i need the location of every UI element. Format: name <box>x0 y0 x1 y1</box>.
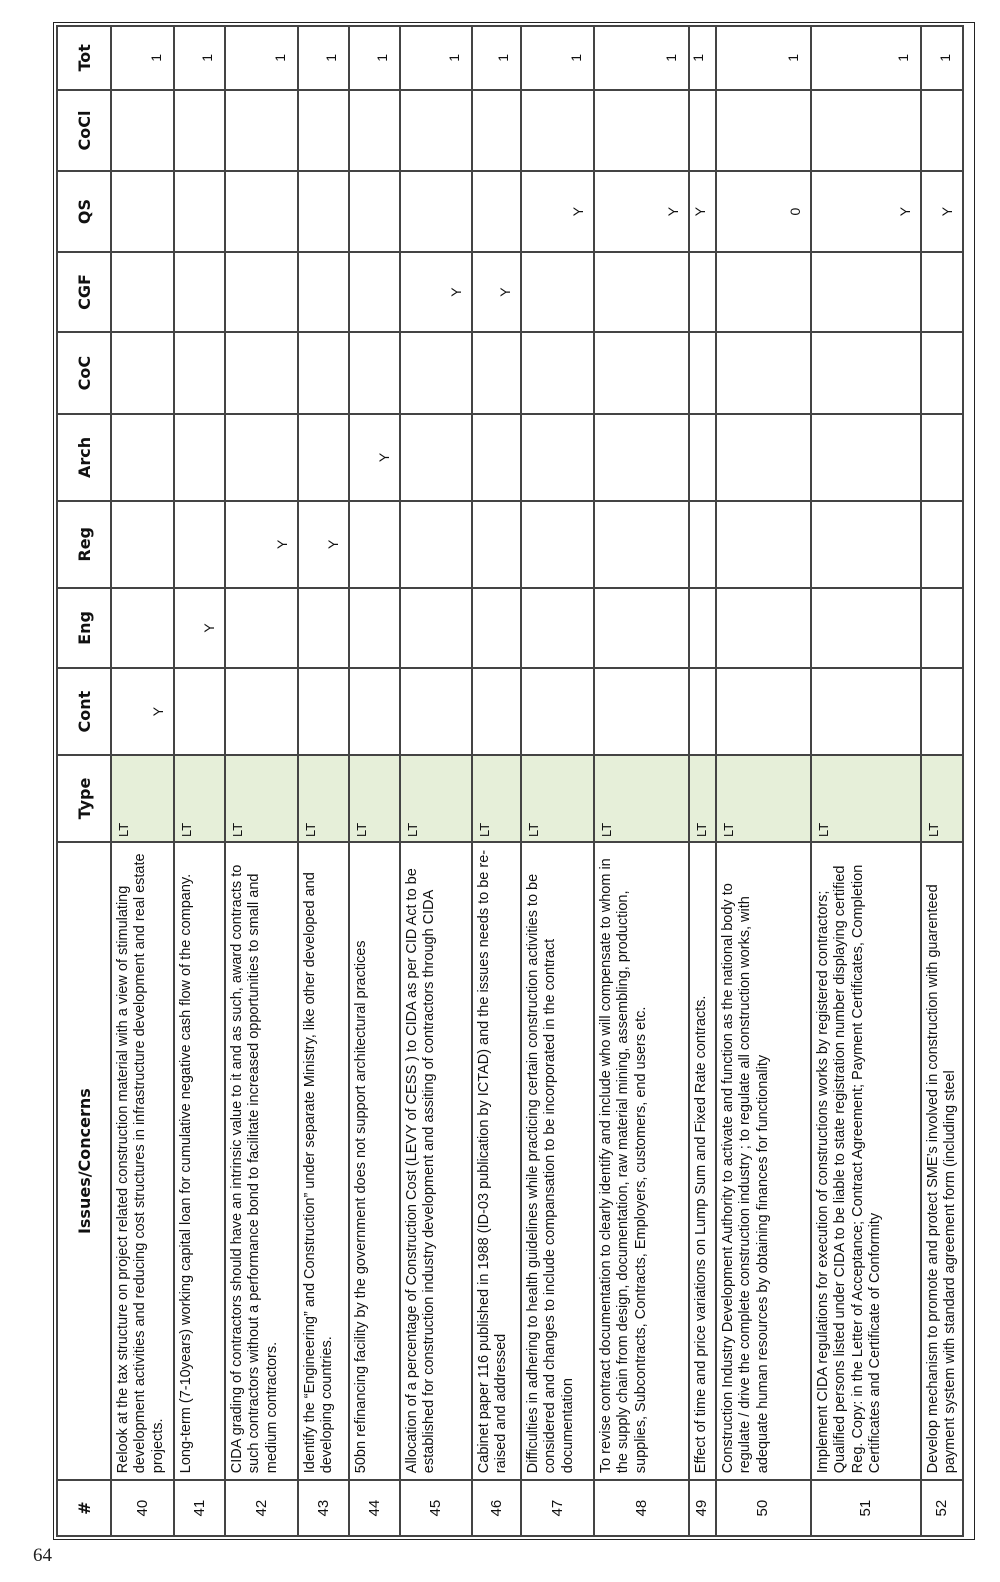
total-cell: 1 <box>111 26 174 90</box>
eng-cell <box>472 588 521 668</box>
issue-cell: Cabinet paper 116 published in 1988 (ID-03 publication by ICTAD) and the issues needs to be re-raised and addressed <box>472 842 521 1480</box>
reg-cell <box>594 501 689 588</box>
coc-cell <box>811 332 921 414</box>
type-cell: LT <box>689 755 716 842</box>
type-cell: LT <box>521 755 594 842</box>
table-row <box>174 26 225 1536</box>
cgf-cell <box>689 252 716 332</box>
cocl-cell <box>225 90 298 172</box>
header-cgf: CGF <box>57 252 111 332</box>
header-type: Type <box>57 755 111 842</box>
total-cell: 1 <box>174 26 225 90</box>
cocl-cell <box>349 90 400 172</box>
row-number-cell: 45 <box>400 1480 472 1536</box>
eng-cell <box>521 588 594 668</box>
qs-cell: 0 <box>716 171 811 251</box>
arch-cell <box>400 414 472 501</box>
issue-cell: Identify the “Engineering” and Construction” under separate Ministry, like other developed and developing countries. <box>298 842 349 1480</box>
eng-cell <box>716 588 811 668</box>
row-number-cell: 44 <box>349 1480 400 1536</box>
row-number-cell: 42 <box>225 1480 298 1536</box>
table-row <box>716 26 811 1536</box>
arch-cell <box>521 414 594 501</box>
header-qs: QS <box>57 171 111 251</box>
coc-cell <box>594 332 689 414</box>
table-row <box>594 26 689 1536</box>
arch-cell <box>689 414 716 501</box>
type-cell: LT <box>594 755 689 842</box>
table-row <box>921 26 963 1536</box>
type-cell: LT <box>225 755 298 842</box>
row-number-cell: 43 <box>298 1480 349 1536</box>
cont-cell: Y <box>111 668 174 755</box>
coc-cell <box>225 332 298 414</box>
cont-cell <box>400 668 472 755</box>
type-cell: LT <box>400 755 472 842</box>
qs-cell: Y <box>921 171 963 251</box>
table-row <box>400 26 472 1536</box>
issue-cell: Construction Industry Development Authority to activate and function as the national body to regulate / drive the complete construction industry ; to regulate all construction works, with adequate human resources by obtaining finances for functionality <box>716 842 811 1480</box>
cont-cell <box>472 668 521 755</box>
cocl-cell <box>521 90 594 172</box>
cgf-cell <box>349 252 400 332</box>
table-row <box>349 26 400 1536</box>
row-number-cell: 50 <box>716 1480 811 1536</box>
row-number-cell: 41 <box>174 1480 225 1536</box>
eng-cell <box>349 588 400 668</box>
coc-cell <box>716 332 811 414</box>
rotated-table-container <box>56 25 972 1537</box>
reg-cell: Y <box>298 501 349 588</box>
issue-cell: Difficulties in adhering to health guidelines while practicing certain construction activities to be considered and changes to include compansation to be incorporated in the contract documentation <box>521 842 594 1480</box>
cgf-cell <box>174 252 225 332</box>
eng-cell <box>594 588 689 668</box>
eng-cell <box>225 588 298 668</box>
arch-cell <box>716 414 811 501</box>
cocl-cell <box>472 90 521 172</box>
table-row <box>298 26 349 1536</box>
row-number-cell: 48 <box>594 1480 689 1536</box>
coc-cell <box>174 332 225 414</box>
header-num: # <box>57 1480 111 1536</box>
row-number-cell: 51 <box>811 1480 921 1536</box>
coc-cell <box>400 332 472 414</box>
reg-cell <box>349 501 400 588</box>
total-cell: 1 <box>594 26 689 90</box>
reg-cell <box>716 501 811 588</box>
arch-cell <box>111 414 174 501</box>
table-row <box>521 26 594 1536</box>
cocl-cell <box>174 90 225 172</box>
reg-cell <box>521 501 594 588</box>
table-row <box>111 26 174 1536</box>
cgf-cell <box>111 252 174 332</box>
eng-cell <box>111 588 174 668</box>
cont-cell <box>811 668 921 755</box>
row-number-cell: 46 <box>472 1480 521 1536</box>
cocl-cell <box>594 90 689 172</box>
total-cell: 1 <box>400 26 472 90</box>
cgf-cell: Y <box>400 252 472 332</box>
reg-cell <box>811 501 921 588</box>
table-frame <box>53 22 975 1540</box>
header-cont: Cont <box>57 668 111 755</box>
issue-cell: Effect of time and price variations on Lump Sum and Fixed Rate contracts. <box>689 842 716 1480</box>
cont-cell <box>689 668 716 755</box>
total-cell: 1 <box>349 26 400 90</box>
arch-cell <box>225 414 298 501</box>
table-row <box>225 26 298 1536</box>
coc-cell <box>689 332 716 414</box>
header-issue: Issues/Concerns <box>57 842 111 1480</box>
reg-cell <box>472 501 521 588</box>
coc-cell <box>472 332 521 414</box>
coc-cell <box>111 332 174 414</box>
row-number-cell: 47 <box>521 1480 594 1536</box>
eng-cell <box>921 588 963 668</box>
cocl-cell <box>921 90 963 172</box>
cgf-cell <box>921 252 963 332</box>
coc-cell <box>349 332 400 414</box>
cont-cell <box>298 668 349 755</box>
cocl-cell <box>811 90 921 172</box>
qs-cell <box>298 171 349 251</box>
header-eng: Eng <box>57 588 111 668</box>
table-row <box>811 26 921 1536</box>
cocl-cell <box>298 90 349 172</box>
cocl-cell <box>689 90 716 172</box>
coc-cell <box>921 332 963 414</box>
issue-cell: Implement CIDA regulations for execution of constructions works by registered contractors; Qualified persons listed under CIDA to be liable to state registration number displaying certified Reg. Copy: in the Letter of Acceptance; Contract Agreement; Payment Certificates, Completion Certificates and Certificate of Conformity <box>811 842 921 1480</box>
arch-cell <box>174 414 225 501</box>
reg-cell <box>689 501 716 588</box>
header-coc: CoC <box>57 332 111 414</box>
qs-cell: Y <box>689 171 716 251</box>
total-cell: 1 <box>472 26 521 90</box>
reg-cell: Y <box>225 501 298 588</box>
coc-cell <box>298 332 349 414</box>
issue-cell: Develop mechanism to promote and protect SME’s involved in construction with guarenteed payment system with standard agreement form (including steel <box>921 842 963 1480</box>
cont-cell <box>594 668 689 755</box>
qs-cell <box>349 171 400 251</box>
reg-cell <box>921 501 963 588</box>
cgf-cell <box>716 252 811 332</box>
cgf-cell <box>811 252 921 332</box>
qs-cell <box>225 171 298 251</box>
arch-cell: Y <box>349 414 400 501</box>
type-cell: LT <box>349 755 400 842</box>
header-cocl: CoCl <box>57 90 111 172</box>
qs-cell <box>400 171 472 251</box>
reg-cell <box>111 501 174 588</box>
eng-cell <box>689 588 716 668</box>
cont-cell <box>225 668 298 755</box>
total-cell: 1 <box>689 26 716 90</box>
cocl-cell <box>111 90 174 172</box>
row-number-cell: 40 <box>111 1480 174 1536</box>
type-cell: LT <box>298 755 349 842</box>
issue-cell: To revise contract documentation to clearly identify and include who will compensate to whom in the supply chain from design, documentation, raw material mining, assembling, production, supplies, Subcontracts, Contracts, Employers, customers, end users etc. <box>594 842 689 1480</box>
issue-cell: 50bn refinancing facility by the government does not support architectural practices <box>349 842 400 1480</box>
cgf-cell <box>298 252 349 332</box>
type-cell: LT <box>716 755 811 842</box>
qs-cell: Y <box>521 171 594 251</box>
arch-cell <box>811 414 921 501</box>
total-cell: 1 <box>921 26 963 90</box>
qs-cell <box>472 171 521 251</box>
header-row <box>57 26 111 1536</box>
type-cell: LT <box>472 755 521 842</box>
arch-cell <box>298 414 349 501</box>
total-cell: 1 <box>225 26 298 90</box>
type-cell: LT <box>811 755 921 842</box>
table-row <box>472 26 521 1536</box>
type-cell: LT <box>921 755 963 842</box>
type-cell: LT <box>174 755 225 842</box>
arch-cell <box>472 414 521 501</box>
cgf-cell <box>225 252 298 332</box>
eng-cell <box>811 588 921 668</box>
row-number-cell: 49 <box>689 1480 716 1536</box>
reg-cell <box>400 501 472 588</box>
cont-cell <box>521 668 594 755</box>
total-cell: 1 <box>716 26 811 90</box>
cgf-cell <box>594 252 689 332</box>
cont-cell <box>349 668 400 755</box>
cont-cell <box>174 668 225 755</box>
eng-cell: Y <box>174 588 225 668</box>
coc-cell <box>521 332 594 414</box>
cont-cell <box>921 668 963 755</box>
cocl-cell <box>716 90 811 172</box>
reg-cell <box>174 501 225 588</box>
qs-cell: Y <box>811 171 921 251</box>
table-row <box>689 26 716 1536</box>
cont-cell <box>716 668 811 755</box>
qs-cell <box>111 171 174 251</box>
page-number: 64 <box>33 1545 52 1566</box>
header-reg: Reg <box>57 501 111 588</box>
cgf-cell <box>521 252 594 332</box>
issue-cell: CIDA grading of contractors should have an intrinsic value to it and as such, award contracts to such contractors without a performance bond to facilitate increased opportunities to small and medium contractors. <box>225 842 298 1480</box>
eng-cell <box>298 588 349 668</box>
issues-table <box>56 25 964 1537</box>
total-cell: 1 <box>811 26 921 90</box>
row-number-cell: 52 <box>921 1480 963 1536</box>
issue-cell: Allocation of a percentage of Construction Cost (LEVY of CESS ) to CIDA as per CID Act to be established for construction industry development and assiting of contractors through CIDA <box>400 842 472 1480</box>
header-tot: Tot <box>57 26 111 90</box>
qs-cell <box>174 171 225 251</box>
total-cell: 1 <box>298 26 349 90</box>
header-arch: Arch <box>57 414 111 501</box>
cocl-cell <box>400 90 472 172</box>
eng-cell <box>400 588 472 668</box>
qs-cell: Y <box>594 171 689 251</box>
issue-cell: Relook at the tax structure on project related construction material with a view of stimulating development activities and reducing cost structures in infrastructure development and real estate projects. <box>111 842 174 1480</box>
total-cell: 1 <box>521 26 594 90</box>
cgf-cell: Y <box>472 252 521 332</box>
arch-cell <box>594 414 689 501</box>
type-cell: LT <box>111 755 174 842</box>
issue-cell: Long-term (7-10years) working capital loan for cumulative negative cash flow of the company. <box>174 842 225 1480</box>
arch-cell <box>921 414 963 501</box>
